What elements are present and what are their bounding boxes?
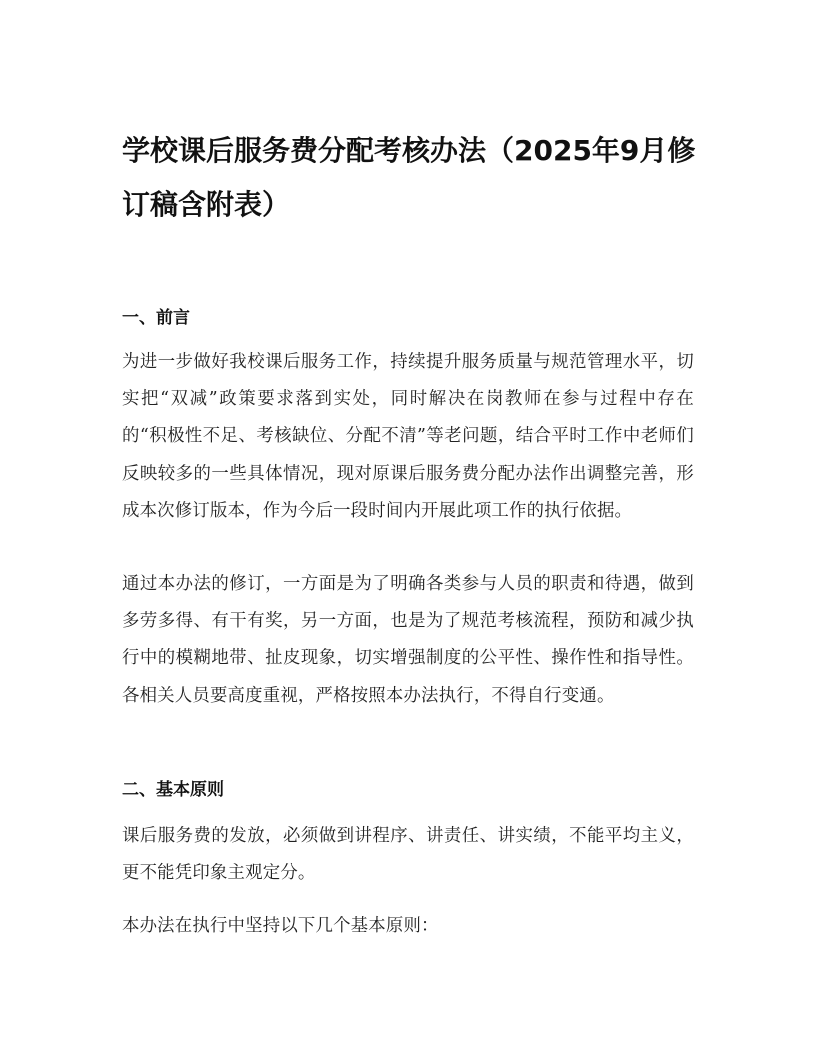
- paragraph: 通过本办法的修订，一方面是为了明确各类参与人员的职责和待遇，做到多劳多得、有干有奖，另一方面，也是为了规范考核流程，预防和减少执行中的模糊地带、扯皮现象，切实增强制度的公平性、操作性和指导性。各相关人员要高度重视，严格按照本办法执行，不得自行变通。: [122, 574, 694, 706]
- section-heading-principles: 二、基本原则: [122, 780, 224, 800]
- paragraph: 为进一步做好我校课后服务工作，持续提升服务质量与规范管理水平，切实把“双减”政策要求落到实处，同时解决在岗教师在参与过程中存在的“积极性不足、考核缺位、分配不清”等老问题，结合平时工作中老师们反映较多的一些具体情况，现对原课后服务费分配办法作出调整完善，形成本次修订版本，作为今后一段时间内开展此项工作的执行依据。: [122, 352, 694, 521]
- paragraph: 课后服务费的发放，必须做到讲程序、讲责任、讲实绩，不能平均主义，更不能凭印象主观定分。: [122, 826, 694, 884]
- paragraph: 本办法在执行中坚持以下几个基本原则：: [122, 916, 439, 936]
- section-heading-preface: 一、前言: [122, 308, 190, 328]
- document-title: 学校课后服务费分配考核办法（2025年9月修订稿含附表）: [122, 134, 696, 221]
